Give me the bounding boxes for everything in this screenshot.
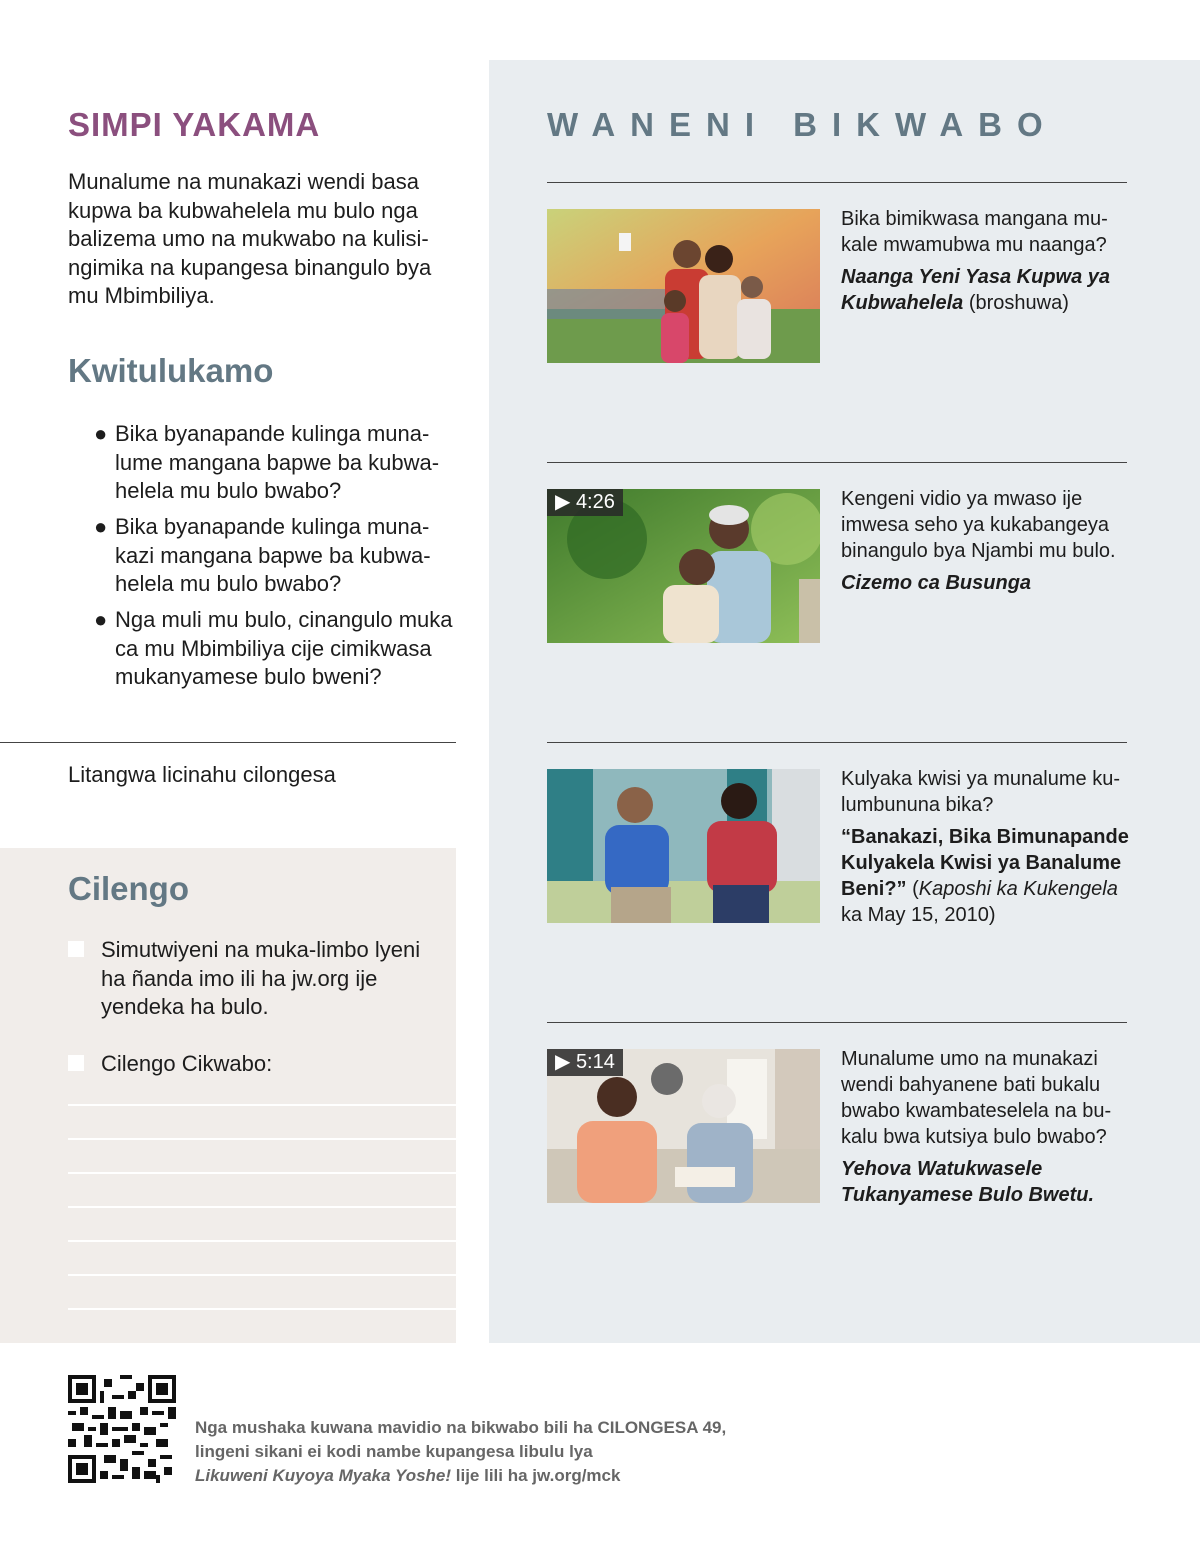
- more-item-ref[interactable]: Yehova Watukwasele Tukanyamese Bulo Bwetu.: [841, 1158, 1095, 1206]
- divider: [0, 742, 456, 743]
- bullet-icon: ●: [94, 514, 108, 539]
- divider: [547, 182, 1127, 183]
- video-duration: ▶ 4:26: [547, 489, 623, 516]
- footer-text: Nga mushaka kuwana mavidio na bikwabo bili ha CILONGESA 49, lingeni sikani ei kodi nambe kupangesa libulu lya Likuweni Kuyoya Myaka Yoshe! lije lili ha jw.org/mck: [195, 1418, 727, 1485]
- date-line: Litangwa licinahu cilongesa: [68, 762, 336, 787]
- bullet-icon: ●: [94, 421, 108, 446]
- review-list: [94, 420, 459, 699]
- more-item-ref[interactable]: Naanga Yeni Yasa Kupwa ya Kubwahelela (broshuwa): [841, 266, 1111, 314]
- write-line[interactable]: [68, 1206, 456, 1208]
- summary-text: Munalume na munakazi wendi basa kupwa ba kubwahelela mu bulo nga balizema umo na mukwabo na kulisingimika na kupangesa binangulo bya mu Mbimbiliya.: [68, 169, 432, 308]
- ref-note: (broshuwa): [968, 292, 1069, 314]
- review-item: ● Nga muli mu bulo, cinangulo muka ca mu Mbimbiliya cije cimikwasa mukanyamese bulo bweni?: [94, 607, 453, 689]
- more-item-ref[interactable]: Cizemo ca Busunga: [841, 572, 1032, 594]
- write-line[interactable]: [68, 1308, 456, 1310]
- goal-box: [0, 848, 456, 1343]
- more-item-ref[interactable]: “Banakazi, Bika Bimunapande Kulyakela Kwisi ya Banalume Beni?” (Kaposhi ka Kukengela ka May 15, 2010): [841, 826, 1129, 926]
- review-item: ● Bika byanapande kulinga munalume mangana bapwe ba kubwahelela mu bulo bwabo?: [94, 421, 440, 503]
- qr-code-icon[interactable]: [68, 1375, 176, 1483]
- write-line[interactable]: [68, 1104, 456, 1106]
- more-item-question: Bika bimikwasa mangana mukale mwamubwa mu naanga?: [841, 208, 1108, 256]
- more-item-question: Kulyaka kwisi ya munalume kulumbununa bika?: [841, 768, 1121, 816]
- family-photo[interactable]: [547, 209, 820, 363]
- divider: [547, 1022, 1127, 1023]
- checkbox[interactable]: [68, 1055, 84, 1071]
- review-heading: Kwitulukamo: [68, 352, 274, 389]
- more-item-question: Munalume umo na munakazi wendi bahyanene bati bukalu bwabo kwambateselela na bukalu bwa kutsiya bulo bwabo?: [841, 1048, 1112, 1148]
- write-line[interactable]: [68, 1274, 456, 1276]
- write-line[interactable]: [68, 1138, 456, 1140]
- more-item-question: Kengeni vidio ya mwaso ije imwesa seho ya kukabangeya binangulo bya Njambi mu bulo.: [841, 488, 1116, 562]
- divider: [547, 462, 1127, 463]
- divider: [547, 742, 1127, 743]
- goal-heading: Cilengo: [68, 870, 189, 907]
- goal-item[interactable]: [68, 936, 438, 1022]
- couple-video-thumbnail[interactable]: [547, 489, 820, 643]
- more-item-text: [841, 1046, 1131, 1208]
- write-line[interactable]: [68, 1172, 456, 1174]
- more-item-text: [841, 486, 1131, 596]
- goal-item-label: Simutwiyeni na muka-limbo lyeni ha ñanda imo ili ha jw.org ije yendeka ha bulo.: [101, 937, 421, 1019]
- more-item-text: [841, 206, 1131, 316]
- summary-heading: SIMPI YAKAMA: [68, 106, 321, 143]
- goal-item-label: Cilengo Cikwabo:: [101, 1051, 273, 1076]
- couple-talking-photo[interactable]: [547, 769, 820, 923]
- video-duration: ▶ 5:14: [547, 1049, 623, 1076]
- review-item: ● Bika byanapande kulinga munakazi mangana bapwe ba kubwahelela mu bulo bwabo?: [94, 514, 431, 596]
- more-item-text: [841, 766, 1131, 928]
- couple-reading-video-thumbnail[interactable]: [547, 1049, 820, 1203]
- bullet-icon: ●: [94, 607, 108, 632]
- goal-item-other[interactable]: [68, 1050, 438, 1079]
- write-line[interactable]: [68, 1240, 456, 1242]
- more-heading: WANENI BIKWABO: [547, 106, 1058, 143]
- checkbox[interactable]: [68, 941, 84, 957]
